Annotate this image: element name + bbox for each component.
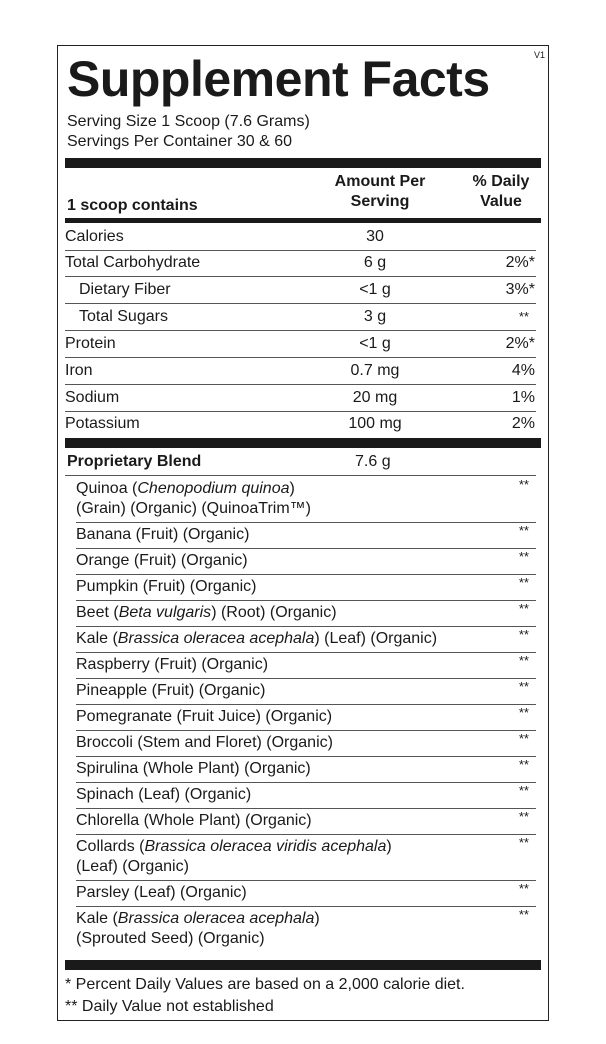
thick-divider [65, 438, 541, 448]
nutrient-name: Dietary Fiber [79, 281, 171, 298]
daily-value-header: % Daily Value [472, 173, 530, 210]
row-divider [65, 475, 536, 476]
row-divider [76, 522, 536, 523]
serving-size: Serving Size 1 Scoop (7.6 Grams) [67, 113, 310, 130]
blend-name: Proprietary Blend [67, 453, 202, 470]
ingredient-name: Spirulina (Whole Plant) (Organic) [76, 760, 311, 777]
row-divider [65, 384, 536, 385]
row-divider [65, 250, 536, 251]
row-divider [65, 276, 536, 277]
nutrient-amount: 20 mg [352, 389, 398, 406]
ingredient-daily-value: ** [518, 627, 529, 642]
ingredient-daily-value: ** [518, 523, 529, 538]
ingredient-name: Spinach (Leaf) (Organic) [76, 786, 252, 803]
row-divider [76, 574, 536, 575]
nutrient-daily-value: ** [518, 309, 529, 324]
ingredient-name: Banana (Fruit) (Organic) [76, 526, 250, 543]
nutrient-name: Sodium [65, 389, 120, 406]
row-divider [76, 834, 536, 835]
thick-divider [65, 960, 541, 970]
ingredient-name: Chlorella (Whole Plant) (Organic) [76, 812, 312, 829]
row-divider [65, 330, 536, 331]
nutrient-name: Total Sugars [79, 308, 168, 325]
contains-header: 1 scoop contains [67, 197, 198, 214]
nutrient-name: Total Carbohydrate [65, 254, 201, 271]
nutrient-daily-value: 2%* [505, 254, 535, 271]
nutrient-name: Iron [65, 362, 93, 379]
nutrient-daily-value: 3%* [505, 281, 535, 298]
nutrient-amount: 3 g [363, 308, 387, 325]
ingredient-name: Kale (Brassica oleracea acephala) (Leaf) (Organic) [76, 630, 438, 647]
row-divider [76, 906, 536, 907]
medium-divider [65, 218, 541, 223]
ingredient-daily-value: ** [518, 601, 529, 616]
nutrient-amount: 6 g [363, 254, 387, 271]
footnote-daily-values: * Percent Daily Values are based on a 2,000 calorie diet. [65, 976, 465, 993]
nutrient-daily-value: 4% [511, 362, 535, 379]
row-divider [76, 704, 536, 705]
row-divider [76, 678, 536, 679]
row-divider [76, 626, 536, 627]
ingredient-daily-value: ** [518, 575, 529, 590]
ingredient-daily-value: ** [518, 653, 529, 668]
ingredient-daily-value: ** [518, 757, 529, 772]
ingredient-daily-value: ** [518, 549, 529, 564]
row-divider [76, 600, 536, 601]
row-divider [76, 782, 536, 783]
blend-amount: 7.6 g [355, 453, 391, 470]
row-divider [65, 411, 536, 412]
ingredient-name: Pumpkin (Fruit) (Organic) [76, 578, 257, 595]
ingredient-daily-value: ** [518, 783, 529, 798]
ingredient-name: Quinoa (Chenopodium quinoa) (Grain) (Organic) (QuinoaTrim™) [76, 480, 311, 517]
row-divider [65, 357, 536, 358]
ingredient-daily-value: ** [518, 731, 529, 746]
ingredient-daily-value: ** [518, 679, 529, 694]
row-divider [76, 880, 536, 881]
row-divider [76, 652, 536, 653]
ingredient-name: Broccoli (Stem and Floret) (Organic) [76, 734, 333, 751]
ingredient-name: Pineapple (Fruit) (Organic) [76, 682, 266, 699]
nutrient-daily-value: 2%* [505, 335, 535, 352]
ingredient-daily-value: ** [518, 835, 529, 850]
nutrient-amount: 100 mg [348, 415, 402, 432]
ingredient-daily-value: ** [518, 705, 529, 720]
amount-header: Amount Per Serving [334, 173, 426, 210]
nutrient-name: Potassium [65, 415, 140, 432]
nutrient-amount: <1 g [359, 281, 391, 298]
nutrient-amount: <1 g [359, 335, 391, 352]
ingredient-name: Orange (Fruit) (Organic) [76, 552, 248, 569]
servings-per-container: Servings Per Container 30 & 60 [67, 133, 293, 150]
ingredient-name: Kale (Brassica oleracea acephala) (Sprouted Seed) (Organic) [76, 910, 320, 947]
ingredient-name: Pomegranate (Fruit Juice) (Organic) [76, 708, 333, 725]
row-divider [76, 808, 536, 809]
ingredient-daily-value: ** [518, 809, 529, 824]
supplement-facts-panel [57, 45, 549, 1021]
nutrient-name: Protein [65, 335, 116, 352]
ingredient-name: Parsley (Leaf) (Organic) [76, 884, 247, 901]
nutrient-daily-value: 2% [511, 415, 535, 432]
version-code: V1 [533, 50, 545, 60]
ingredient-name: Raspberry (Fruit) (Organic) [76, 656, 269, 673]
nutrient-name: Calories [65, 228, 124, 245]
panel-title: Supplement Facts [67, 51, 490, 107]
nutrient-daily-value: 1% [511, 389, 535, 406]
row-divider [76, 756, 536, 757]
row-divider [76, 548, 536, 549]
ingredient-name: Beet (Beta vulgaris) (Root) (Organic) [76, 604, 337, 621]
ingredient-daily-value: ** [518, 907, 529, 922]
footnote-not-established: ** Daily Value not established [65, 998, 274, 1015]
row-divider [76, 730, 536, 731]
nutrient-amount: 0.7 mg [350, 362, 400, 379]
ingredient-daily-value: ** [518, 881, 529, 896]
row-divider [65, 303, 536, 304]
nutrient-amount: 30 [366, 228, 384, 245]
ingredient-name: Collards (Brassica oleracea viridis acephala) (Leaf) (Organic) [76, 838, 392, 875]
ingredient-daily-value: ** [518, 477, 529, 492]
thick-divider [65, 158, 541, 168]
